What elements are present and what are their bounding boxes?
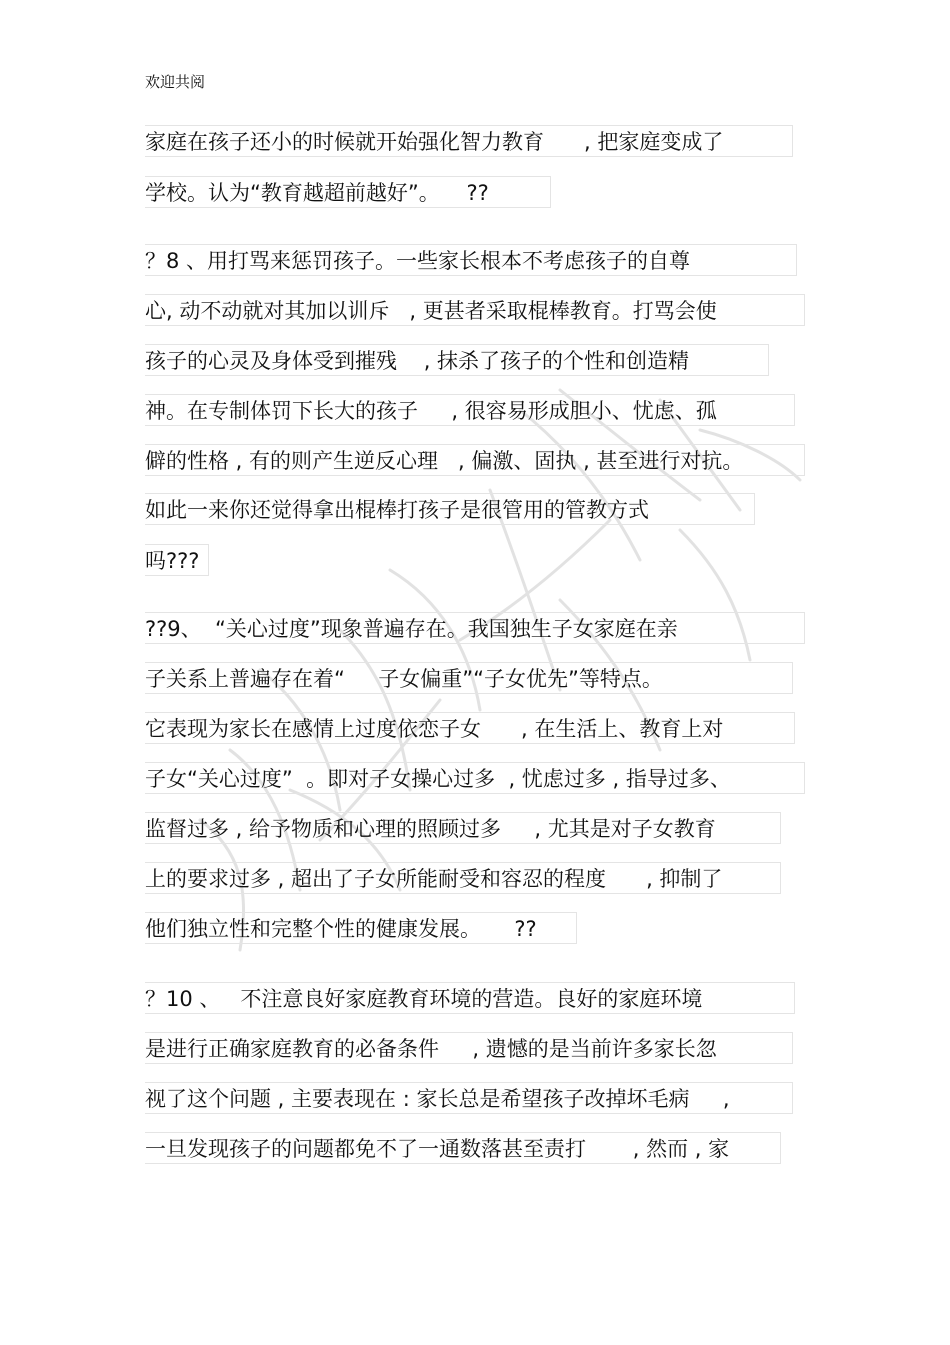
text-line: 学校。认为“教育越超前越好”。 ?? bbox=[145, 176, 551, 208]
text-line: 僻的性格 , 有的则产生逆反心理 , 偏激、固执 , 甚至进行对抗。 bbox=[145, 444, 805, 476]
text-line: 子关系上普遍存在着“ 子女偏重”“子女优先”等特点。 bbox=[145, 662, 793, 694]
text-line: 监督过多 , 给予物质和心理的照顾过多 , 尤其是对子女教育 bbox=[145, 812, 781, 844]
text-line: 视了这个问题 , 主要表现在 : 家长总是希望孩子改掉坏毛病 , bbox=[145, 1082, 793, 1114]
text-line: 神。在专制体罚下长大的孩子 , 很容易形成胆小、忧虑、孤 bbox=[145, 394, 795, 426]
text-line: ??9、 “关心过度”现象普遍存在。我国独生子女家庭在亲 bbox=[145, 612, 805, 644]
text-line: ？8 、用打骂来惩罚孩子。一些家长根本不考虑孩子的自尊 bbox=[145, 244, 797, 276]
text-line: 他们独立性和完整个性的健康发展。 ?? bbox=[145, 912, 577, 944]
text-line: 是进行正确家庭教育的必备条件 , 遗憾的是当前许多家长忽 bbox=[145, 1032, 793, 1064]
text-line: 家庭在孩子还小的时候就开始强化智力教育 , 把家庭变成了 bbox=[145, 125, 793, 157]
text-line: 它表现为家长在感情上过度依恋子女 , 在生活上、教育上对 bbox=[145, 712, 795, 744]
text-line: ？10 、 不注意良好家庭教育环境的营造。良好的家庭环境 bbox=[145, 982, 795, 1014]
text-line: 心, 动不动就对其加以训斥 , 更甚者采取棍棒教育。打骂会使 bbox=[145, 294, 805, 326]
text-line: 吗??? bbox=[145, 544, 209, 576]
text-line: 一旦发现孩子的问题都免不了一通数落甚至责打 , 然而 , 家 bbox=[145, 1132, 781, 1164]
text-line: 如此一来你还觉得拿出棍棒打孩子是很管用的管教方式 bbox=[145, 493, 755, 525]
text-line: 子女“关心过度” 。即对子女操心过多 , 忧虑过多 , 指导过多、 bbox=[145, 762, 805, 794]
text-line: 上的要求过多 , 超出了子女所能耐受和容忍的程度 , 抑制了 bbox=[145, 862, 781, 894]
page-header: 欢迎共阅 bbox=[145, 73, 206, 91]
text-line: 孩子的心灵及身体受到摧残 , 抹杀了孩子的个性和创造精 bbox=[145, 344, 769, 376]
